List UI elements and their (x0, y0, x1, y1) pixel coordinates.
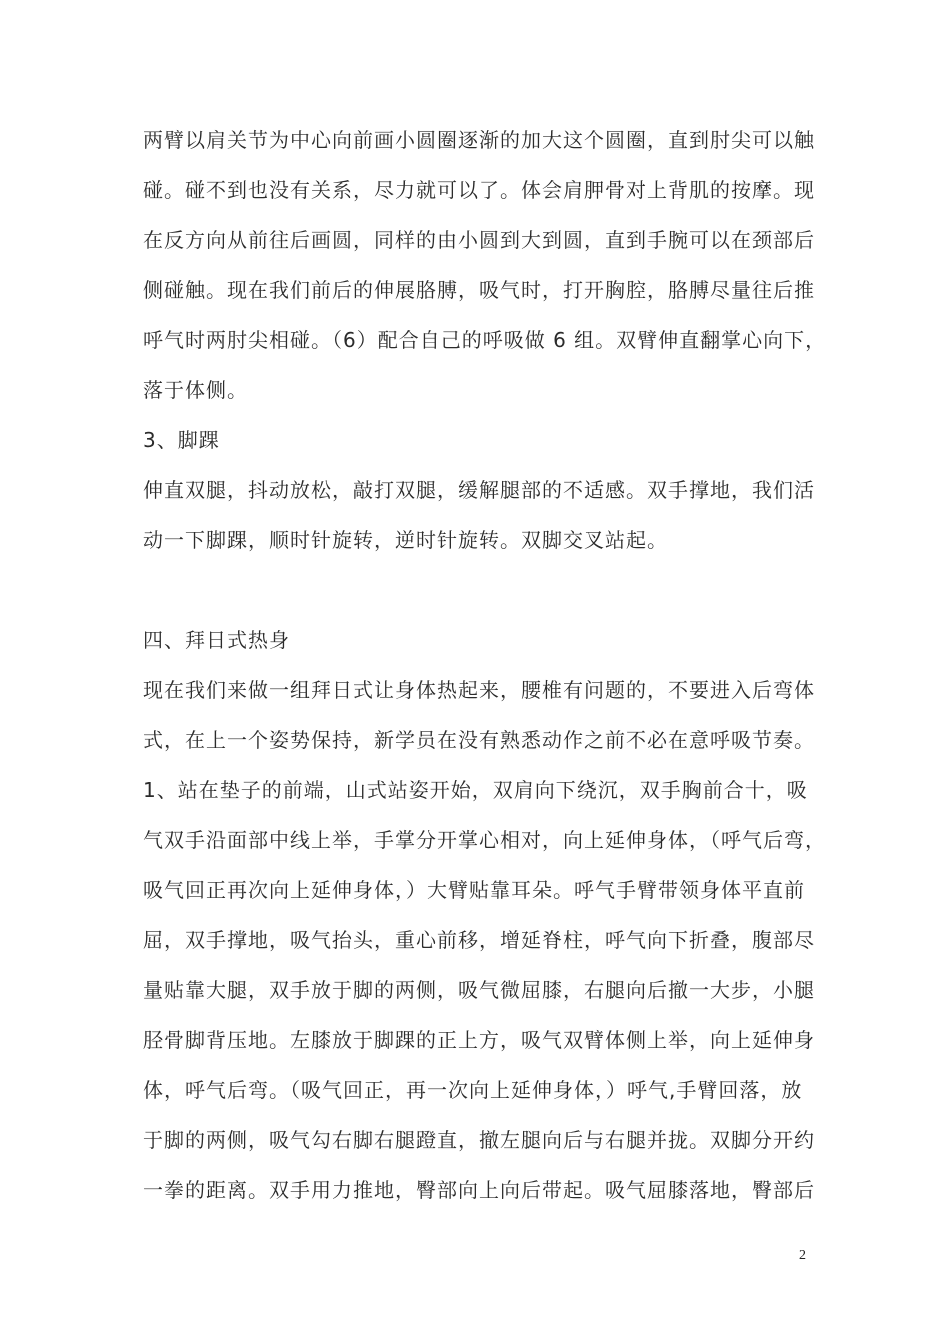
paragraph-line: 量贴靠大腿，双手放于脚的两侧，吸气微屈膝，右腿向后撤一大步，小腿 (143, 978, 815, 1002)
paragraph-line: 呼气时两肘尖相碰。（6）配合自己的呼吸做 6 组。双臂伸直翻掌心向下， (143, 328, 827, 352)
paragraph-line: 碰。碰不到也没有关系，尽力就可以了。体会肩胛骨对上背肌的按摩。现 (143, 178, 815, 202)
paragraph-line: 屈，双手撑地，吸气抬头，重心前移，增延脊柱，呼气向下折叠，腹部尽 (143, 928, 815, 952)
section-heading: 四、拜日式热身 (143, 628, 290, 652)
paragraph-line: 落于体侧。 (143, 378, 248, 402)
page-number: 2 (799, 1248, 806, 1263)
paragraph-line: 现在我们来做一组拜日式让身体热起来，腰椎有问题的，不要进入后弯体 (143, 678, 815, 702)
paragraph-line: 在反方向从前往后画圆，同样的由小圆到大到圆，直到手腕可以在颈部后 (143, 228, 815, 252)
section-heading: 3、脚踝 (143, 428, 220, 452)
paragraph-line: 体，呼气后弯。（吸气回正，再一次向上延伸身体，）呼气,手臂回落，放 (143, 1078, 803, 1102)
paragraph-line: 于脚的两侧，吸气勾右脚右腿蹬直，撤左腿向后与右腿并拢。双脚分开约 (143, 1128, 815, 1152)
paragraph-line: 1、站在垫子的前端，山式站姿开始，双肩向下绕沉，双手胸前合十，吸 (143, 778, 808, 802)
paragraph-line: 一拳的距离。双手用力推地，臀部向上向后带起。吸气屈膝落地，臀部后 (143, 1178, 815, 1202)
paragraph-line: 侧碰触。现在我们前后的伸展胳膊，吸气时，打开胸腔，胳膊尽量往后推 (143, 278, 815, 302)
paragraph-line: 吸气回正再次向上延伸身体，）大臂贴靠耳朵。呼气手臂带领身体平直前 (143, 878, 805, 902)
paragraph-line: 两臂以肩关节为中心向前画小圆圈逐渐的加大这个圆圈，直到肘尖可以触 (143, 128, 815, 152)
paragraph-line: 气双手沿面部中线上举，手掌分开掌心相对，向上延伸身体，（呼气后弯， (143, 828, 826, 852)
paragraph-line: 动一下脚踝，顺时针旋转，逆时针旋转。双脚交叉站起。 (143, 528, 668, 552)
paragraph-line: 伸直双腿，抖动放松，敲打双腿，缓解腿部的不适感。双手撑地，我们活 (143, 478, 815, 502)
paragraph-line: 胫骨脚背压地。左膝放于脚踝的正上方，吸气双臂体侧上举，向上延伸身 (143, 1028, 815, 1052)
paragraph-line: 式，在上一个姿势保持，新学员在没有熟悉动作之前不必在意呼吸节奏。 (143, 728, 815, 752)
